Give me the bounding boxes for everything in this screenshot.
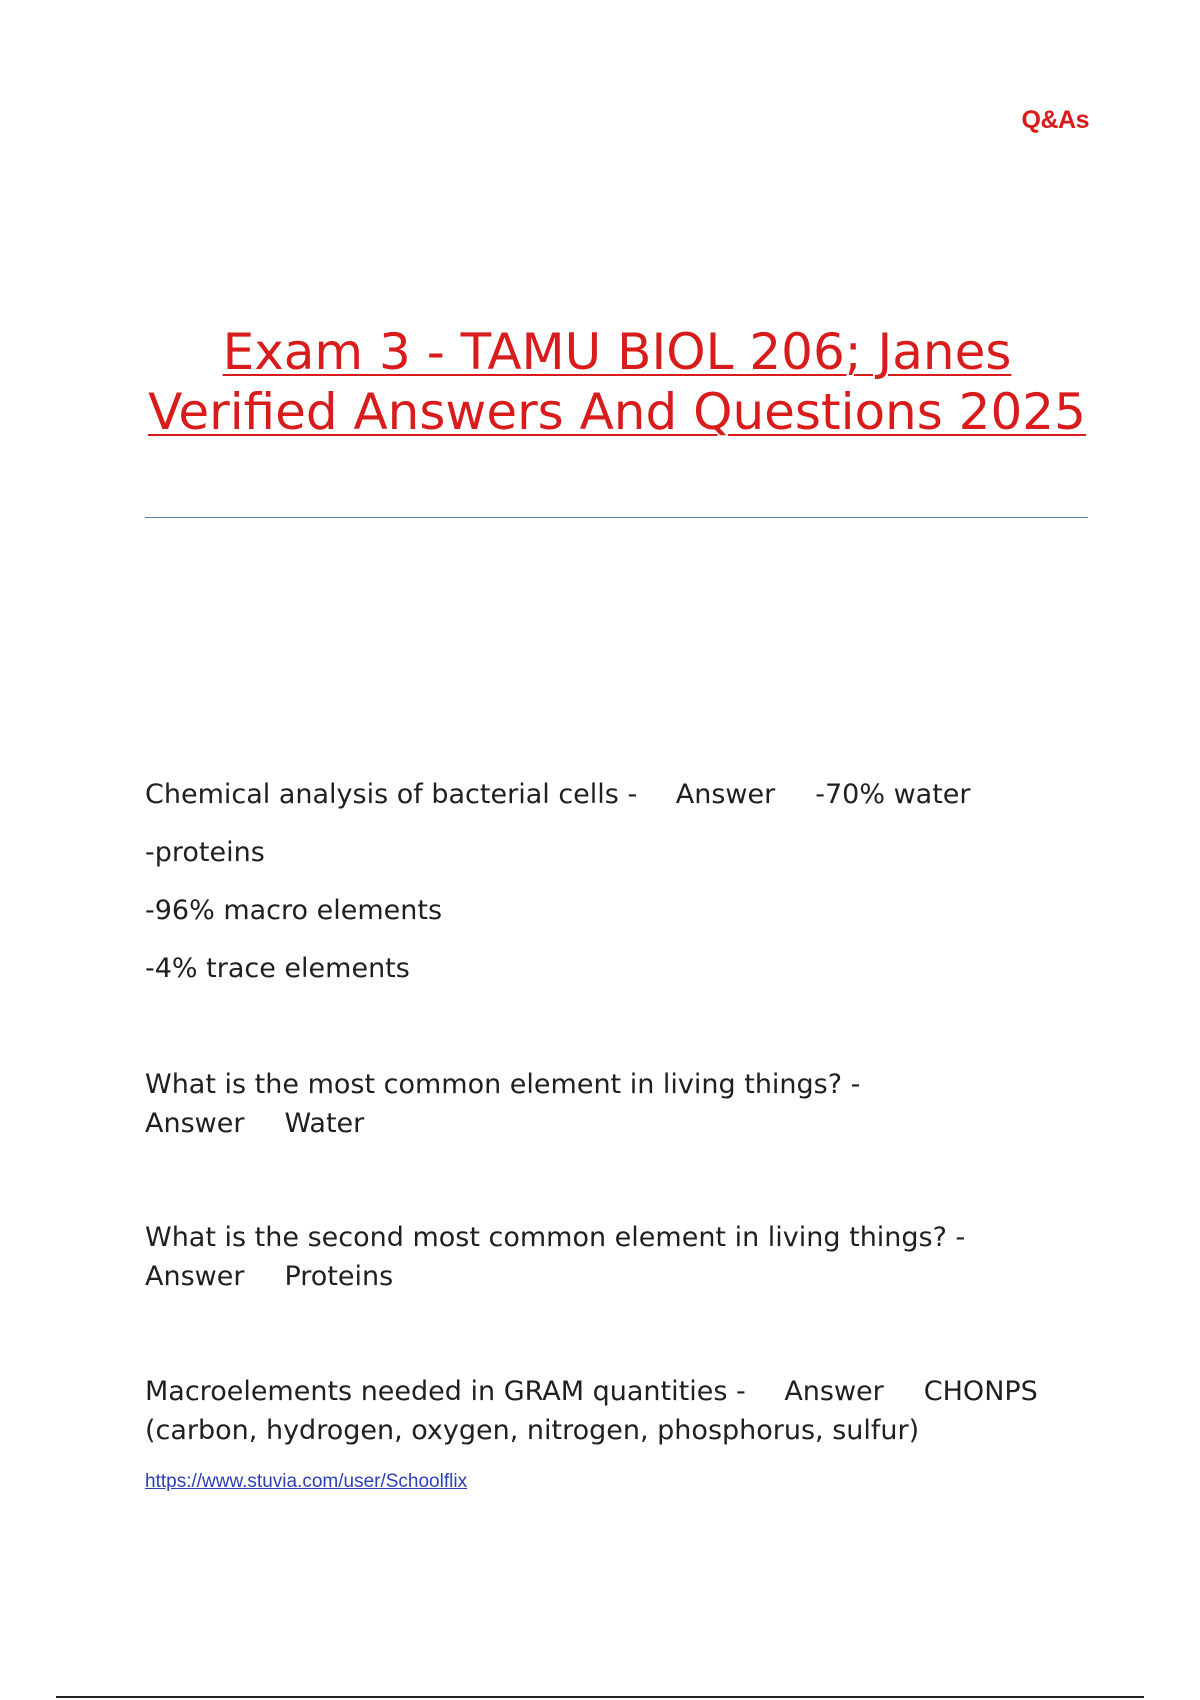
document-title: Exam 3 - TAMU BIOL 206; Janes Verified Answers And Questions 2025 <box>148 323 1086 441</box>
answer-text: -70% water <box>815 779 971 810</box>
answer-text: Water <box>284 1108 365 1139</box>
answer-text: CHONPS (carbon, hydrogen, oxygen, nitrogen, phosphorus, sulfur) <box>145 1376 1047 1446</box>
qa-line <box>145 775 1095 814</box>
qa-separator: - <box>842 1069 870 1100</box>
qa-tag: Q&As <box>1021 106 1089 134</box>
qa-separator: - <box>946 1222 974 1253</box>
qa-separator: - <box>727 1376 755 1407</box>
title-divider <box>145 517 1088 518</box>
answer-text: Proteins <box>284 1261 394 1292</box>
qa-line <box>145 1218 1095 1296</box>
answer-label: Answer <box>145 1108 245 1139</box>
source-link[interactable]: https://www.stuvia.com/user/Schoolflix <box>145 1471 468 1492</box>
question-text: Macroelements needed in GRAM quantities <box>145 1376 728 1407</box>
answer-label: Answer <box>145 1261 245 1292</box>
answer-label: Answer <box>675 779 776 810</box>
answer-extra-line: -4% trace elements <box>145 953 410 984</box>
qa-line <box>145 1065 1095 1143</box>
answer-label: Answer <box>784 1376 884 1407</box>
page-bottom-divider <box>56 1696 1144 1698</box>
question-text: What is the most common element in living things? <box>145 1069 843 1100</box>
question-text: What is the second most common element in living things? <box>145 1222 947 1253</box>
qa-line <box>145 1372 1095 1450</box>
question-text: Chemical analysis of bacterial cells <box>145 779 619 810</box>
qa-separator: - <box>618 779 646 810</box>
qa-list <box>145 775 1095 1450</box>
answer-extra-line: -96% macro elements <box>145 895 443 926</box>
qa-item <box>145 1065 1095 1143</box>
qa-item <box>145 1218 1095 1296</box>
answer-extra-line: -proteins <box>145 837 265 868</box>
qa-item <box>145 775 1095 988</box>
qa-item <box>145 1372 1095 1450</box>
